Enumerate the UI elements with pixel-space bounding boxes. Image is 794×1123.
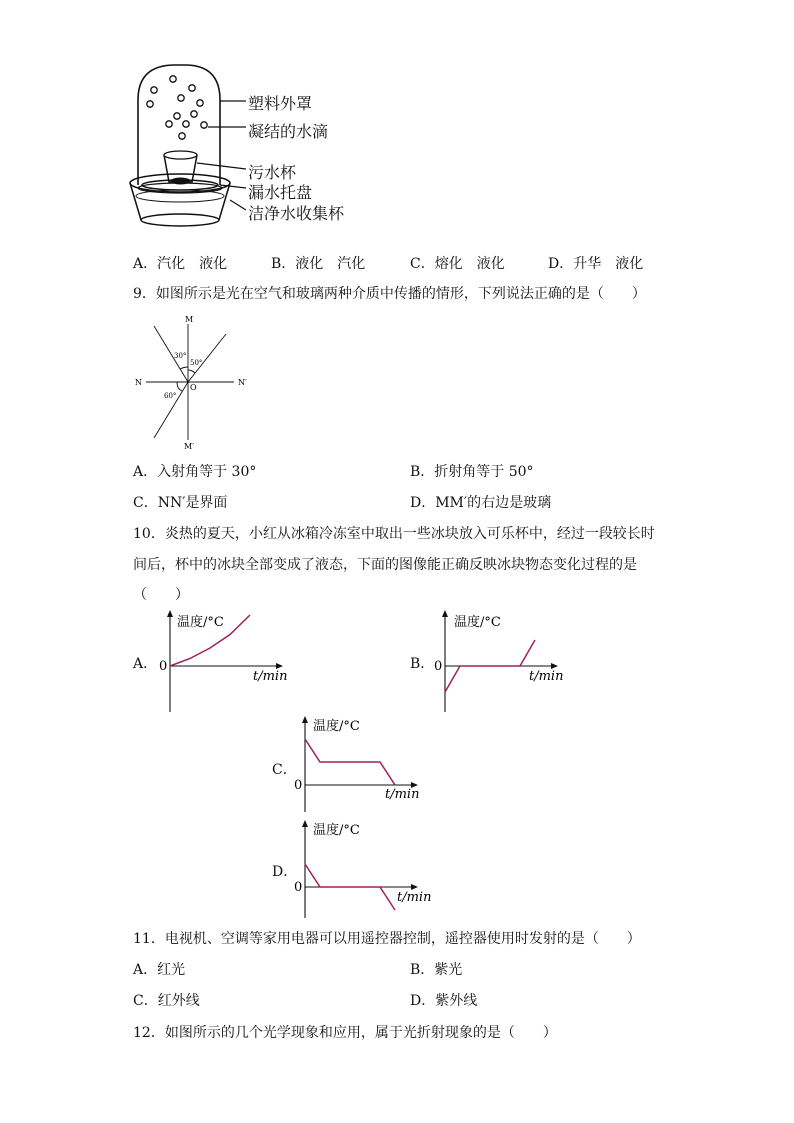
q9-option-d: D．MM′的右边是玻璃: [410, 495, 552, 511]
label-clean-water-cup: 洁净水收集杯: [248, 204, 345, 223]
label-m: M: [185, 315, 194, 324]
q8-option-a: A．汽化 液化: [133, 256, 228, 272]
origin-label: 0: [159, 659, 168, 674]
q8-option-d: D．升华 液化: [548, 256, 644, 272]
chart-option-d: [285, 820, 432, 924]
q10-stem-line2: 间后，杯中的冰块全部变成了液态，下面的图像能正确反映冰块物态变化过程的是: [133, 557, 637, 573]
y-axis-arrow: [167, 610, 173, 617]
q10-stem-line1: 10．炎热的夏天，小红从冰箱冷冻室中取出一些冰块放入可乐杯中，经过一段较长时: [133, 526, 655, 542]
q9-option-b: B．折射角等于 50°: [410, 464, 534, 480]
q10-option-c-label: C．: [272, 762, 297, 778]
y-axis-arrow: [302, 716, 308, 723]
label-o: O: [190, 383, 197, 392]
label-drip-tray: 漏水托盘: [248, 183, 313, 202]
origin-label: 0: [294, 880, 303, 895]
origin-label: 0: [434, 659, 443, 674]
q9-option-c: C．NN′是界面: [133, 495, 228, 511]
chart-option-b: [425, 612, 565, 716]
q10-option-b-label: B．: [410, 656, 435, 672]
angle-arc-50: [188, 370, 195, 373]
q9-stem: 9．如图所示是光在空气和玻璃两种介质中传播的情形，下列说法正确的是（ ）: [133, 286, 646, 302]
q10-option-d-label: D．: [272, 864, 298, 880]
q11-option-c: C．红外线: [133, 993, 200, 1009]
label-n: N: [135, 378, 142, 387]
y-axis-label: 温度/°C: [177, 615, 224, 630]
q11-option-d: D．紫外线: [410, 993, 478, 1009]
label-plastic-cover: 塑料外罩: [248, 94, 313, 113]
angle-arc-30: [180, 367, 188, 369]
x-axis-label: t/min: [385, 787, 420, 802]
label-m-prime: M′: [184, 442, 195, 451]
chart-option-a: [150, 612, 290, 716]
y-axis-label: 温度/°C: [313, 719, 360, 734]
angle-arc-60: [177, 382, 182, 391]
chart-option-c: [285, 716, 425, 820]
ray-lower-left: [154, 382, 188, 438]
q8-option-b: B．液化 汽化: [271, 256, 366, 272]
q11-option-a: A．红光: [133, 962, 186, 978]
y-axis-label: 温度/°C: [454, 615, 501, 630]
x-axis-label: t/min: [253, 669, 288, 684]
label-dirty-water-cup: 污水杯: [248, 163, 297, 182]
origin-label: 0: [294, 778, 303, 793]
q11-stem: 11．电视机、空调等家用电器可以用遥控器控制，遥控器使用时发射的是（ ）: [133, 931, 641, 947]
q10-stem-line3: （ ）: [133, 587, 189, 603]
ray-upper-right: [188, 334, 226, 382]
q12-stem: 12．如图所示的几个光学现象和应用，属于光折射现象的是（ ）: [133, 1025, 557, 1041]
q10-option-a-label: A．: [133, 656, 158, 672]
y-axis-arrow: [442, 610, 448, 617]
refraction-diagram: [130, 312, 260, 452]
label-condensed-droplets: 凝结的水滴: [248, 122, 329, 141]
label-angle-30: 30°: [174, 352, 187, 360]
water-droplets: [147, 76, 207, 139]
y-axis-label: 温度/°C: [313, 823, 360, 838]
temperature-curve-c: [305, 739, 395, 785]
q11-option-b: B．紫光: [410, 962, 463, 978]
label-n-prime: N′: [238, 378, 247, 387]
label-angle-60: 60°: [164, 392, 177, 400]
y-axis-arrow: [302, 820, 308, 827]
label-angle-50: 50°: [190, 359, 203, 367]
q8-option-c: C．熔化 液化: [410, 256, 505, 272]
x-axis-label: t/min: [397, 890, 432, 905]
x-axis-label: t/min: [529, 669, 564, 684]
q9-option-a: A．入射角等于 30°: [133, 464, 257, 480]
